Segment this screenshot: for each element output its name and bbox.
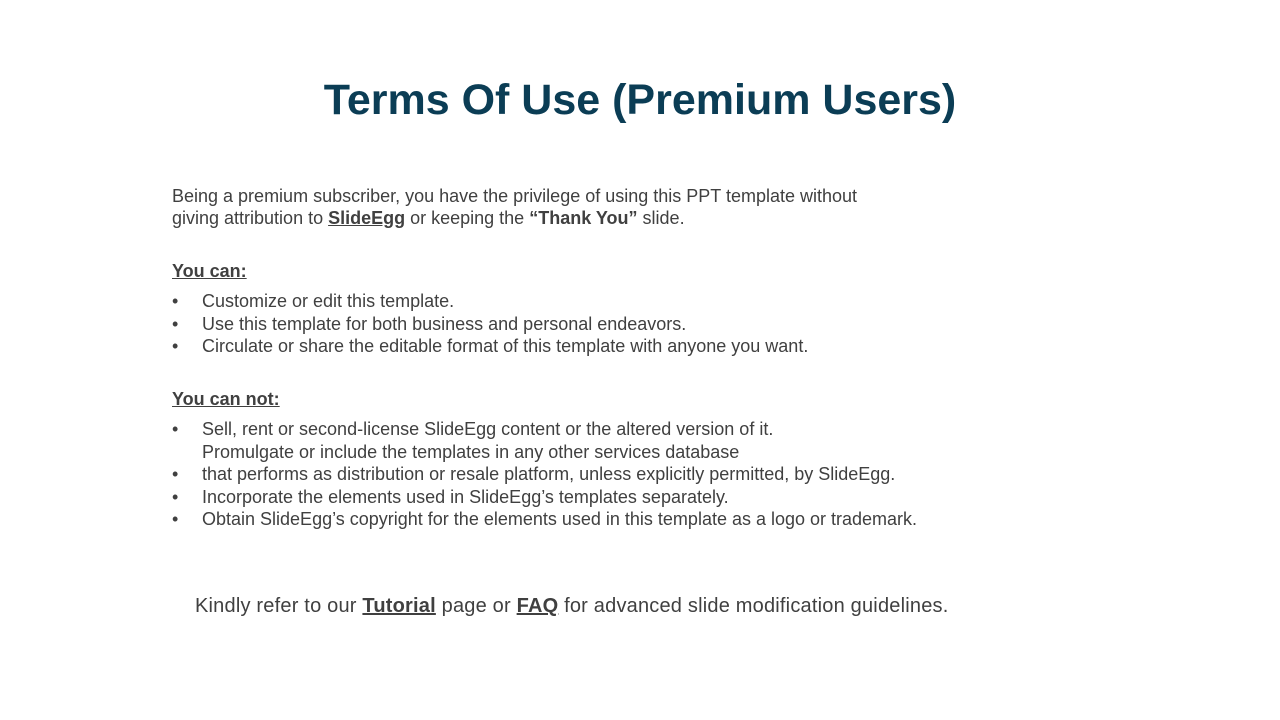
bullet-icon: • bbox=[172, 419, 179, 439]
list-item bbox=[172, 418, 917, 441]
list-item bbox=[172, 486, 917, 509]
bullet-icon: • bbox=[172, 336, 179, 356]
list-item bbox=[172, 335, 808, 358]
faq-link[interactable]: FAQ bbox=[516, 595, 559, 617]
page-title: Terms Of Use (Premium Users) bbox=[323, 76, 957, 124]
intro-text-middle: or keeping the bbox=[405, 208, 530, 228]
intro-paragraph bbox=[172, 185, 872, 229]
you-can-not-heading: You can not: bbox=[172, 389, 280, 409]
list-item bbox=[172, 290, 808, 313]
list-item bbox=[172, 313, 808, 336]
footer-text-end: for advanced slide modification guidelines. bbox=[558, 595, 949, 617]
thank-you-emphasis: “Thank You” bbox=[529, 208, 638, 228]
list-item-text: Sell, rent or second-license SlideEgg content or the altered version of it. bbox=[202, 419, 774, 439]
list-item-text: that performs as distribution or resale platform, unless explicitly permitted, by SlideEgg. bbox=[202, 464, 896, 484]
you-can-list bbox=[172, 290, 808, 358]
list-item-text: Customize or edit this template. bbox=[202, 291, 455, 311]
you-can-not-list bbox=[172, 418, 917, 531]
intro-text-end: slide. bbox=[637, 208, 685, 228]
slideegg-link[interactable]: SlideEgg bbox=[328, 208, 406, 228]
bullet-icon: • bbox=[172, 486, 179, 507]
you-can-heading: You can: bbox=[172, 261, 247, 281]
footer-text-start: Kindly refer to our bbox=[195, 595, 363, 617]
list-item-text: Circulate or share the editable format of this template with anyone you want. bbox=[202, 336, 809, 356]
bullet-icon: • bbox=[172, 464, 179, 484]
list-item-text: Incorporate the elements used in SlideEgg’s templates separately. bbox=[202, 486, 729, 507]
list-item bbox=[172, 441, 917, 464]
list-item-text: Obtain SlideEgg’s copyright for the elements used in this template as a logo or trademark. bbox=[202, 509, 918, 529]
bullet-icon: • bbox=[172, 313, 179, 334]
bullet-icon: • bbox=[172, 509, 179, 529]
footer-note bbox=[195, 593, 948, 619]
list-item-text: Promulgate or include the templates in any other services database bbox=[202, 441, 740, 462]
footer-text-middle: page or bbox=[435, 595, 517, 617]
bullet-icon: • bbox=[172, 291, 179, 311]
list-item bbox=[172, 463, 917, 486]
list-item bbox=[172, 508, 917, 531]
intro-text-start: Being a premium subscriber, you have the privilege of using this PPT template without giving attribution to bbox=[172, 186, 858, 228]
tutorial-link[interactable]: Tutorial bbox=[362, 595, 436, 617]
list-item-text: Use this template for both business and personal endeavors. bbox=[202, 313, 687, 334]
